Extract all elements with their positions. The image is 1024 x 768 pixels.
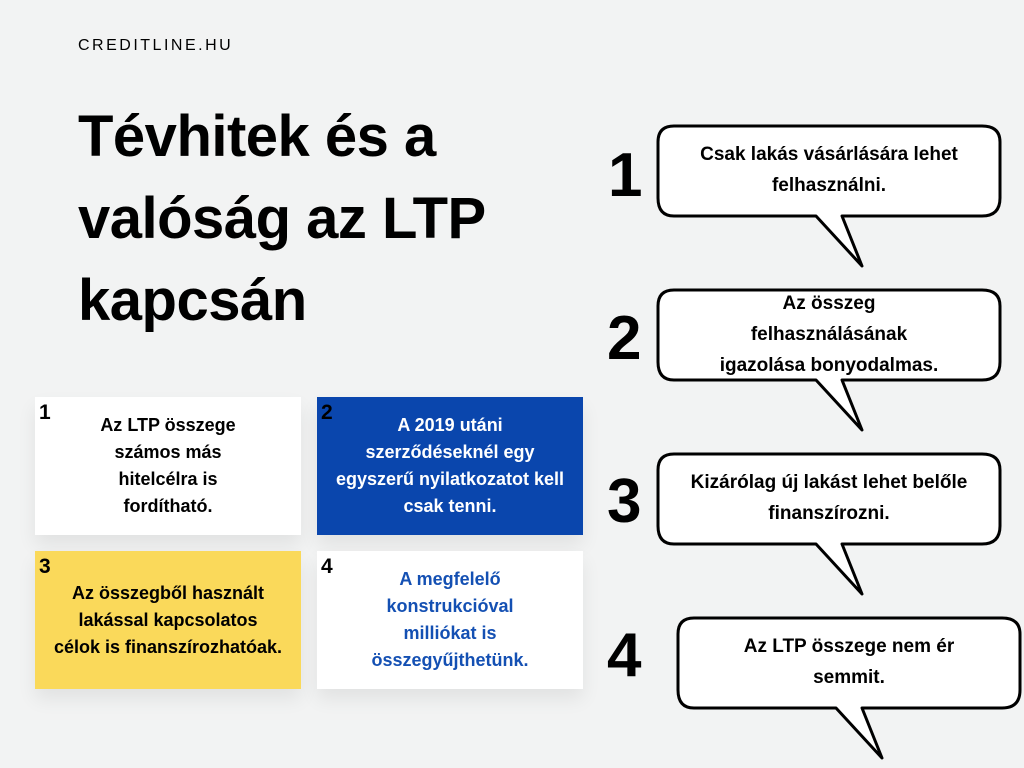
speech-bubble-2: [656, 288, 1002, 388]
fact-text: A 2019 utáni szerződéseknél egy egyszerű nyilatkozatot kell csak tenni.: [335, 415, 565, 516]
speech-bubble-1: [656, 124, 1002, 224]
speech-bubble-3: [656, 452, 1002, 552]
myth-text: Kizárólag új lakást lehet belőle finanszírozni.: [690, 472, 968, 524]
fact-number: 2: [321, 401, 333, 424]
brand-logo-text: CREDITLINE.HU: [78, 37, 234, 54]
title-line: valóság az LTP: [78, 186, 486, 251]
fact-text: A megfelelő konstrukcióval milliókat is összegyűjthetünk.: [371, 569, 529, 670]
myth-number-3: 3: [607, 467, 642, 536]
title-line: kapcsán: [78, 268, 307, 333]
fact-card-1: [35, 397, 301, 535]
fact-number: 4: [321, 555, 333, 578]
fact-text: Az összegből használt lakással kapcsolatos célok is finanszírozhatóak.: [53, 582, 283, 657]
fact-card-4: [317, 551, 583, 689]
myth-text: Csak lakás vásárlására lehet felhasználni.: [700, 144, 958, 196]
fact-number: 1: [39, 401, 51, 424]
fact-number: 3: [39, 555, 51, 578]
myth-text: Az összeg felhasználásának igazolása bonyodalmas.: [719, 292, 939, 376]
myth-number-2: 2: [607, 304, 642, 373]
fact-card-3: [35, 551, 301, 689]
myth-number-4: 4: [607, 621, 642, 690]
fact-card-2: [317, 397, 583, 535]
myth-number-1: 1: [608, 141, 643, 210]
myth-text: Az LTP összege nem ér semmit.: [743, 636, 955, 688]
fact-text: Az LTP összege számos más hitelcélra is fordítható.: [100, 415, 236, 516]
speech-bubble-4: [676, 616, 1022, 716]
title-line: Tévhitek és a: [78, 104, 436, 169]
page-title: [78, 96, 558, 342]
